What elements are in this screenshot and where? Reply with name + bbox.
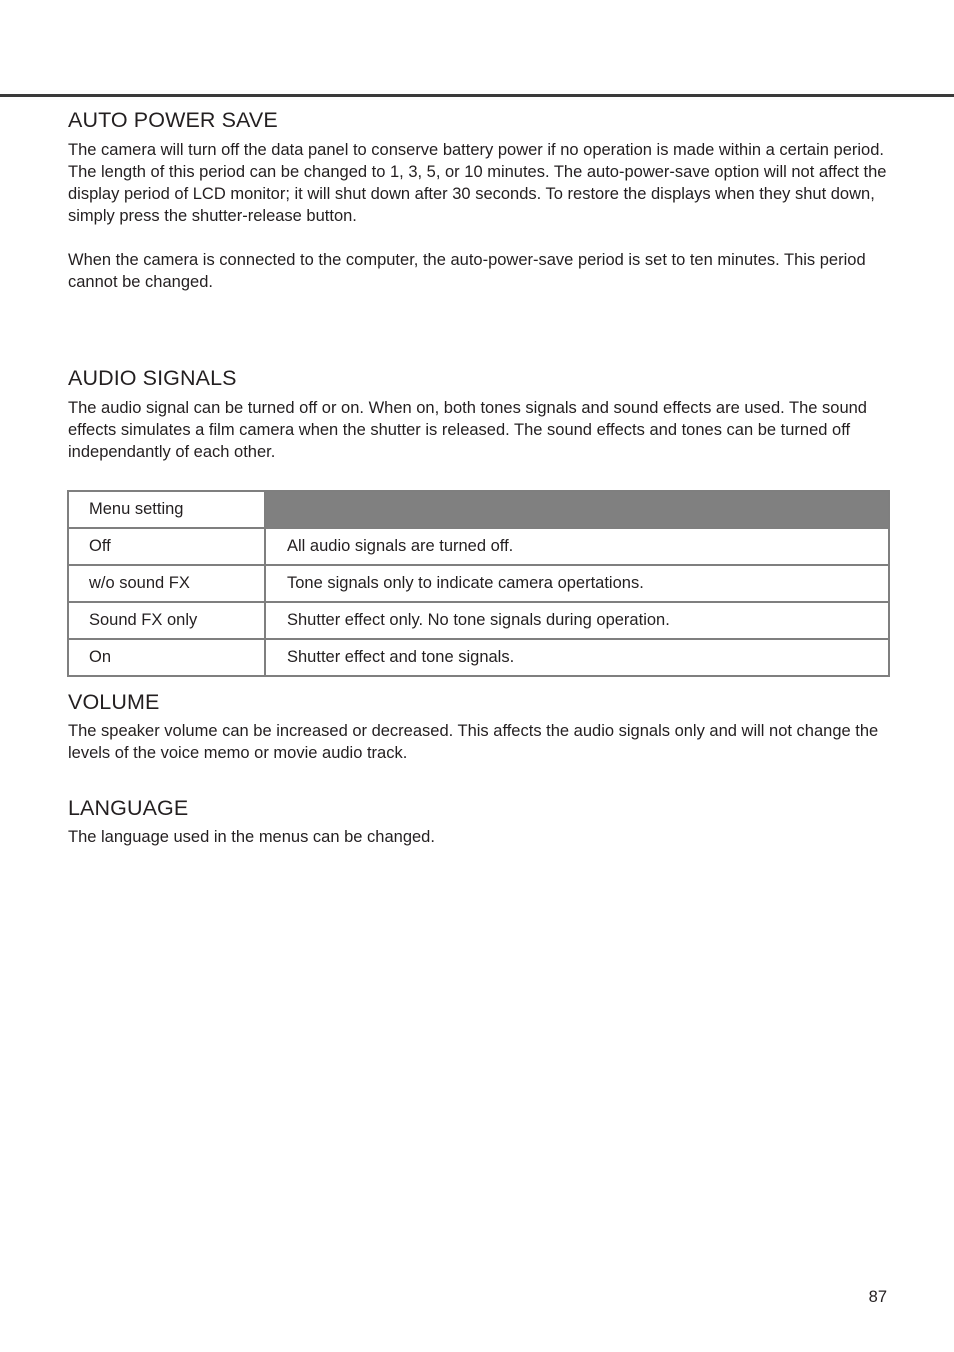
table-cell-setting: Off (68, 528, 265, 565)
section-title-volume: VOLUME (68, 690, 160, 714)
audio-signals-paragraph: The audio signal can be turned off or on. When on, both tones signals and sound effects are used. The sound effects simulates a film camera when the shutter is released. The sound effects and tones can be turned off independantly of each other. (68, 399, 867, 461)
section-title-audio-signals: AUDIO SIGNALS (68, 366, 237, 390)
top-rule (0, 94, 954, 97)
auto-power-save-paragraph-2: When the camera is connected to the computer, the auto-power-save period is set to ten minutes. This period cannot be changed. (68, 251, 866, 291)
table-cell-description: Shutter effect and tone signals. (265, 639, 889, 676)
volume-paragraph: The speaker volume can be increased or decreased. This affects the audio signals only and will not change the levels of the voice memo or movie audio track. (68, 722, 879, 762)
table-header-fill (265, 491, 889, 528)
page-number: 87 (868, 1288, 887, 1306)
table-cell-description: All audio signals are turned off. (265, 528, 889, 565)
table-row (68, 639, 889, 676)
table-cell-setting: On (68, 639, 265, 676)
table-header-row (68, 491, 889, 528)
audio-signals-table (67, 490, 890, 677)
table-header-menu-setting: Menu setting (68, 491, 265, 528)
table-row (68, 565, 889, 602)
table-cell-description: Tone signals only to indicate camera opertations. (265, 565, 889, 602)
table-cell-setting: w/o sound FX (68, 565, 265, 602)
page-content (68, 107, 890, 848)
table-row (68, 528, 889, 565)
table-cell-description: Shutter effect only. No tone signals during operation. (265, 602, 889, 639)
section-title-auto-power-save: AUTO POWER SAVE (68, 108, 278, 132)
section-title-language: LANGUAGE (68, 796, 189, 820)
table-row (68, 602, 889, 639)
language-paragraph: The language used in the menus can be changed. (68, 828, 435, 846)
auto-power-save-paragraph-1: The camera will turn off the data panel to conserve battery power if no operation is made within a certain period. The length of this period can be changed to 1, 3, 5, or 10 minutes. The auto-power-save option will not affect the display period of LCD monitor; it will shut down after 30 seconds. To restore the displays when they shut down, simply press the shutter-release button. (68, 141, 887, 225)
table-cell-setting: Sound FX only (68, 602, 265, 639)
